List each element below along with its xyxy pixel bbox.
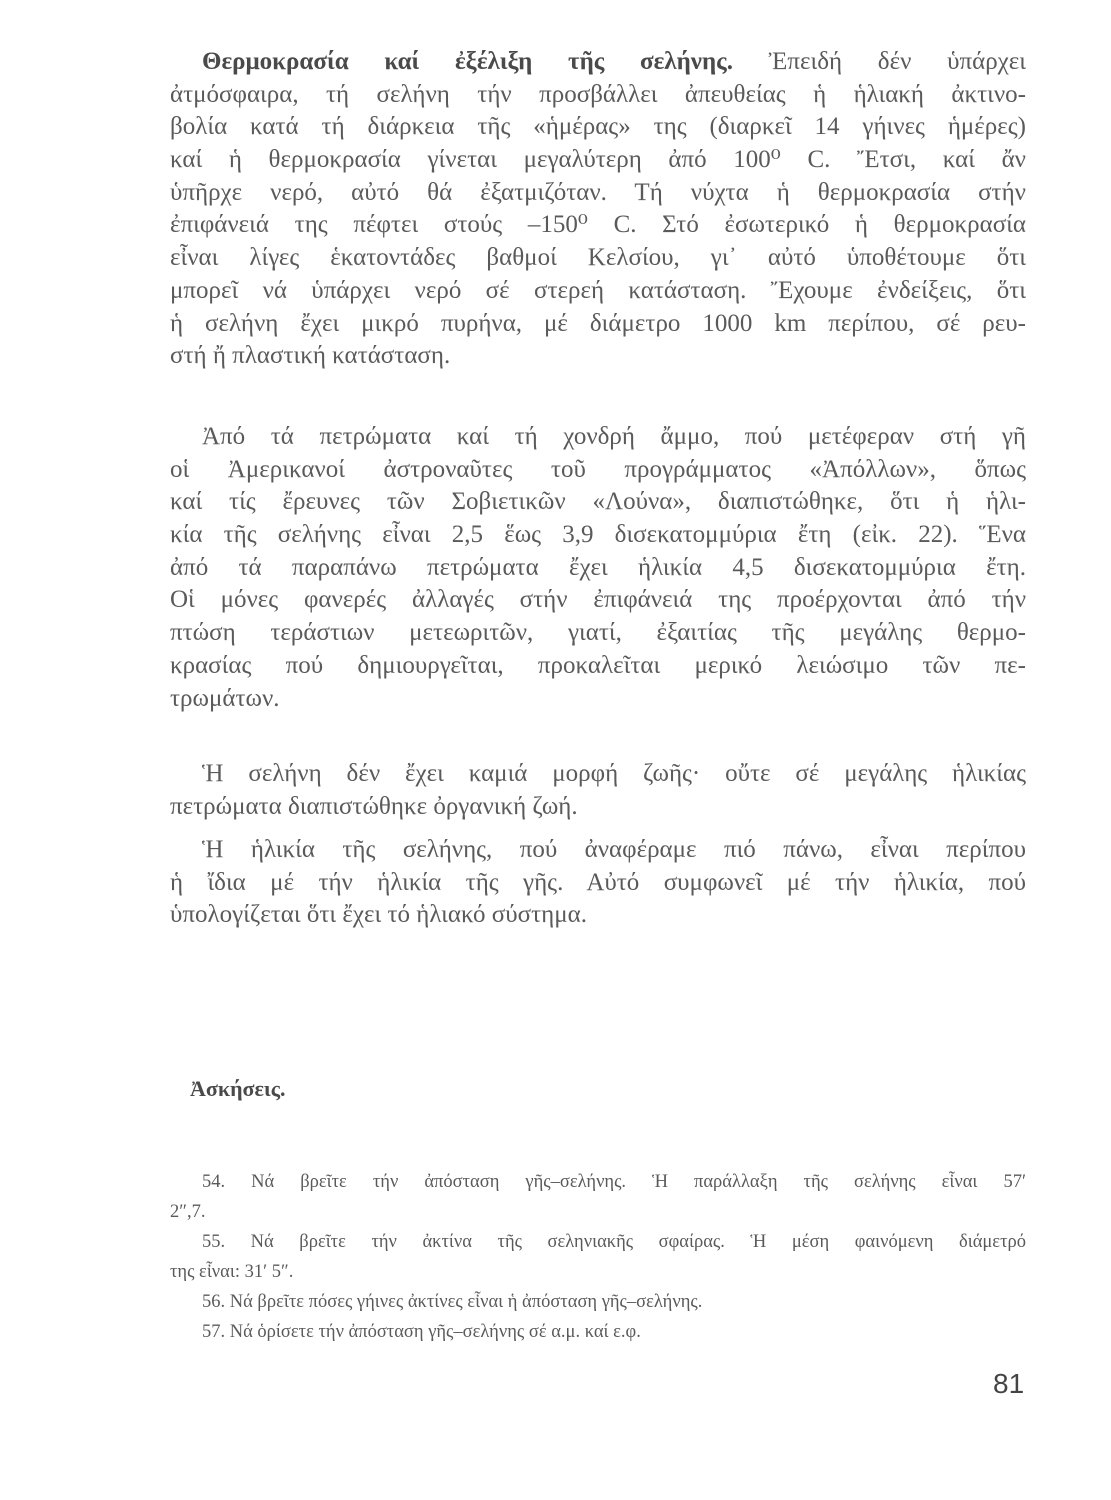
text-line: καί τίς ἔρευνες τῶν Σοβιετικῶν «Λούνα», διαπιστώθηκε, ὅτι ἡ ἡλι-: [170, 488, 1026, 516]
text-line: [170, 46, 1026, 79]
exercise-line: 54. Νά βρεῖτε τήν ἀπόσταση γῆς–σελήνης. Ἡ παράλλαξη τῆς σελήνης εἶναι 57′: [202, 1172, 1026, 1192]
text-line: Ἀπό τά πετρώματα καί τή χονδρή ἄμμο, πού μετέφεραν στή γῆ: [202, 423, 1026, 450]
text-line: καί ἡ θερμοκρασία γίνεται μεγαλύτερη ἀπό 100⁰ C. Ἔτσι, καί ἄν: [170, 146, 1026, 174]
text-line: ἀτμόσφαιρα, τή σελήνη τήν προσβάλλει ἀπευθείας ἡ ἡλιακή ἀκτινο-: [170, 80, 1026, 108]
text-line: ἐπιφάνειά της πέφτει στούς –150⁰ C. Στό ἐσωτερικό ἡ θερμοκρασία: [170, 211, 1026, 239]
text-line: ἀπό τά παραπάνω πετρώματα ἔχει ἡλικία 4,5 δισεκατομμύρια ἔτη.: [170, 553, 1026, 581]
text-line: κρασίας πού δημιουργεῖται, προκαλεῖται μερικό λειώσιμο τῶν πε-: [170, 651, 1026, 679]
text-line: μπορεῖ νά ὑπάρχει νερό σέ στερεή κατάσταση. Ἔχουμε ἐνδείξεις, ὅτι: [170, 276, 1026, 304]
text-line: ὑπολογίζεται ὅτι ἔχει τό ἡλιακό σύστημα.: [170, 901, 587, 929]
paragraph-temperature: [170, 46, 1026, 373]
text-line: Οἱ μόνες φανερές ἀλλαγές στήν ἐπιφάνειά της προέρχονται ἀπό τήν: [170, 586, 1026, 614]
text-line: στή ἤ πλαστική κατάσταση.: [170, 342, 451, 370]
text-line: εἶναι λίγες ἑκατοντάδες βαθμοί Κελσίου, γι᾽ αὐτό ὑποθέτουμε ὅτι: [170, 244, 1026, 272]
text-line: πτώση τεράστιων μετεωριτῶν, γιατί, ἐξαιτίας τῆς μεγάλης θερμο-: [170, 619, 1026, 647]
exercises-heading: Ἀσκήσεις.: [190, 1076, 286, 1101]
exercise-line: 56. Νά βρεῖτε πόσες γήινες ἀκτίνες εἶναι ἡ ἀπόσταση γῆς–σελήνης.: [202, 1292, 703, 1312]
text-line: ὑπῆρχε νερό, αὐτό θά ἐξατμιζόταν. Τή νύχτα ἡ θερμοκρασία στήν: [170, 178, 1026, 206]
text-line: τρωμάτων.: [170, 684, 280, 712]
text-span: Ἐπειδή δέν ὑπάρχει: [768, 48, 1026, 75]
exercise-line: 55. Νά βρεῖτε τήν ἀκτίνα τῆς σεληνιακῆς σφαίρας. Ἡ μέση φαινόμενη διάμετρό: [202, 1232, 1026, 1252]
text-line: κία τῆς σελήνης εἶναι 2,5 ἕως 3,9 δισεκατομμύρια ἔτη (εἰκ. 22). Ἕνα: [170, 521, 1026, 549]
text-line: Ἡ σελήνη δέν ἔχει καμιά μορφή ζωῆς· οὔτε σέ μεγάλης ἡλικίας: [202, 760, 1026, 787]
exercise-line: 57. Νά ὁρίσετε τήν ἀπόσταση γῆς–σελήνης σέ α.μ. καί ε.φ.: [202, 1322, 641, 1342]
text-line: οἱ Ἀμερικανοί ἀστροναῦτες τοῦ προγράμματος «Ἀπόλλων», ὅπως: [170, 455, 1026, 483]
text-line: Ἡ ἡλικία τῆς σελήνης, πού ἀναφέραμε πιό πάνω, εἶναι περίπου: [202, 836, 1026, 863]
exercise-line: 2″,7.: [170, 1202, 206, 1222]
paragraph-solar-system: [170, 834, 1026, 932]
text-line: πετρώματα διαπιστώθηκε ὀργανική ζωή.: [170, 792, 578, 820]
section-heading: Θερμοκρασία καί ἐξέλιξη τῆς σελήνης.: [202, 48, 733, 75]
page-number: 81: [993, 1368, 1025, 1399]
exercises-list: [170, 1167, 1026, 1347]
text-line: ἡ σελήνη ἔχει μικρό πυρήνα, μέ διάμετρο 1000 km περίπου, σέ ρευ-: [170, 309, 1026, 337]
text-line: βολία κατά τή διάρκεια τῆς «ἡμέρας» της (διαρκεῖ 14 γήινες ἡμέρες): [170, 113, 1026, 141]
text-line: ἡ ἴδια μέ τήν ἡλικία τῆς γῆς. Αὐτό συμφωνεῖ μέ τήν ἡλικία, πού: [170, 868, 1026, 896]
paragraph-age: [170, 421, 1026, 715]
exercise-line: της εἶναι: 31′ 5″.: [170, 1262, 294, 1282]
paragraph-life: [170, 758, 1026, 823]
